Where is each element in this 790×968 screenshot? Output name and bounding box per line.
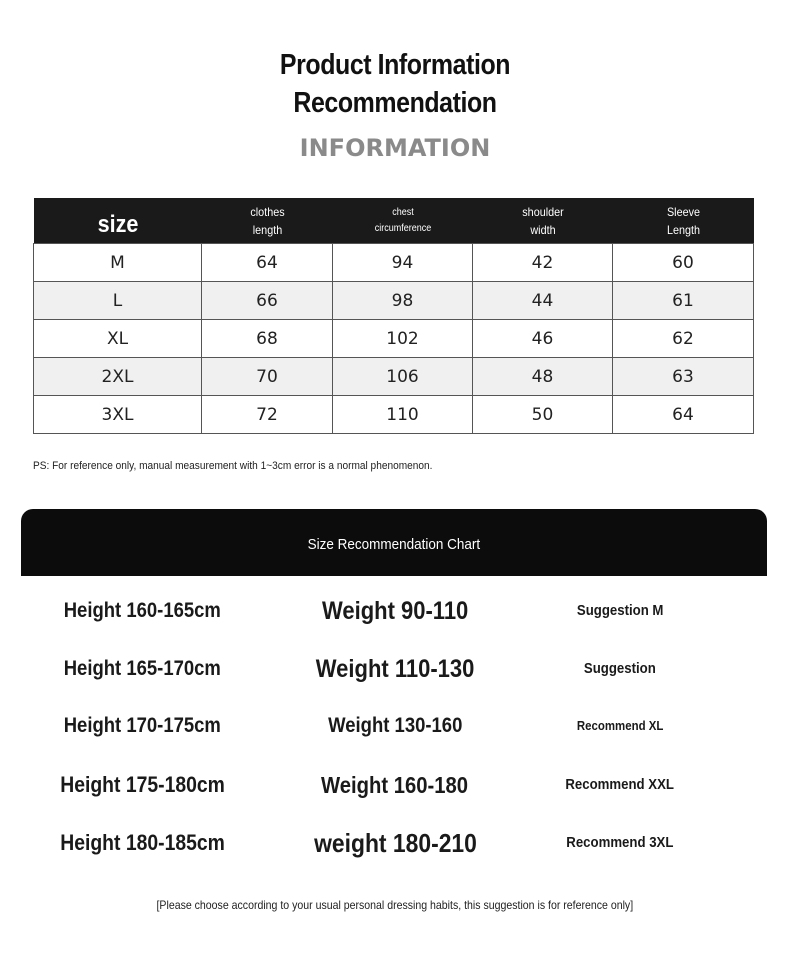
weight-range — [290, 706, 500, 746]
height-range — [40, 765, 245, 805]
header-sleeve-length — [613, 198, 754, 244]
size-suggestion — [540, 649, 700, 689]
table-cell: 66 — [202, 282, 333, 320]
recommendation-row — [0, 649, 790, 689]
height-range-text: Height 180-185cm — [60, 830, 225, 855]
height-range — [40, 649, 245, 689]
table-cell: 102 — [333, 320, 473, 358]
footer-note-text: [Please choose according to your usual personal dressing habits, this suggestion is for reference only] — [156, 898, 634, 912]
header-line: Length — [666, 222, 700, 237]
table-cell: 68 — [202, 320, 333, 358]
table-cell: 62 — [613, 320, 754, 358]
recommendation-row — [0, 823, 790, 863]
table-cell: 106 — [333, 358, 473, 396]
table-row — [34, 320, 754, 358]
table-cell: 42 — [473, 244, 613, 282]
page-title-line2: Recommendation — [293, 87, 497, 119]
weight-range-text: Weight 160-180 — [321, 772, 469, 798]
weight-range — [290, 591, 500, 631]
height-range-text: Height 160-165cm — [63, 599, 222, 622]
size-suggestion-text: Suggestion — [584, 660, 656, 677]
table-cell: XL — [34, 320, 202, 358]
table-cell: 72 — [202, 396, 333, 434]
table-row — [34, 396, 754, 434]
height-range-text: Height 175-180cm — [60, 772, 225, 797]
table-cell: 3XL — [34, 396, 202, 434]
header-line: circumference — [374, 222, 431, 234]
table-cell: 110 — [333, 396, 473, 434]
header-line: Sleeve — [666, 204, 700, 219]
header-line: shoulder — [521, 204, 564, 219]
table-cell: 61 — [613, 282, 754, 320]
weight-range-text: Weight 110-130 — [315, 655, 475, 683]
recommendation-banner — [21, 509, 767, 576]
size-suggestion-text: Suggestion M — [576, 602, 664, 619]
height-range — [40, 591, 245, 631]
table-cell: 44 — [473, 282, 613, 320]
size-suggestion — [540, 706, 700, 746]
table-cell: 63 — [613, 358, 754, 396]
measurement-note: PS: For reference only, manual measurement with 1~3cm error is a normal phenomenon. — [33, 460, 433, 472]
table-cell: 64 — [202, 244, 333, 282]
recommendation-row — [0, 591, 790, 631]
table-cell: 48 — [473, 358, 613, 396]
size-table — [33, 198, 754, 434]
table-row — [34, 244, 754, 282]
header-line: chest — [391, 206, 414, 218]
weight-range — [290, 649, 500, 689]
section-subtitle: INFORMATION — [299, 134, 491, 162]
weight-range-text: Weight 130-160 — [327, 714, 463, 737]
weight-range — [290, 823, 500, 863]
table-cell: 70 — [202, 358, 333, 396]
table-row — [34, 282, 754, 320]
height-range — [40, 706, 245, 746]
table-cell: 98 — [333, 282, 473, 320]
table-cell: M — [34, 244, 202, 282]
size-suggestion — [540, 591, 700, 631]
size-suggestion-text: Recommend XL — [576, 718, 664, 733]
size-table-header-row — [34, 198, 754, 244]
header-line: length — [252, 222, 282, 237]
recommendation-row — [0, 706, 790, 746]
table-cell: 60 — [613, 244, 754, 282]
height-range-text: Height 165-170cm — [63, 657, 222, 680]
size-suggestion — [540, 765, 700, 805]
height-range — [40, 823, 245, 863]
table-cell: 94 — [333, 244, 473, 282]
header-line: clothes — [249, 204, 285, 219]
height-range-text: Height 170-175cm — [63, 714, 222, 737]
header-chest-circumference — [333, 198, 473, 244]
size-suggestion-text: Recommend XXL — [565, 776, 675, 793]
page-title-line1: Product Information — [279, 49, 511, 81]
weight-range-text: Weight 90-110 — [321, 597, 469, 625]
recommendation-title: Size Recommendation Chart — [307, 536, 481, 553]
table-cell: 2XL — [34, 358, 202, 396]
size-suggestion — [540, 823, 700, 863]
table-cell: L — [34, 282, 202, 320]
footer-note — [0, 898, 790, 912]
table-cell: 50 — [473, 396, 613, 434]
header-clothes-length — [202, 198, 333, 244]
recommendation-row — [0, 765, 790, 805]
header-size — [34, 198, 202, 244]
table-cell: 64 — [613, 396, 754, 434]
table-row — [34, 358, 754, 396]
table-cell: 46 — [473, 320, 613, 358]
size-suggestion-text: Recommend 3XL — [566, 834, 674, 851]
weight-range — [290, 765, 500, 805]
header-line: width — [529, 222, 556, 237]
header-size-label: size — [97, 211, 138, 238]
weight-range-text: weight 180-210 — [313, 828, 477, 858]
header-shoulder-width — [473, 198, 613, 244]
